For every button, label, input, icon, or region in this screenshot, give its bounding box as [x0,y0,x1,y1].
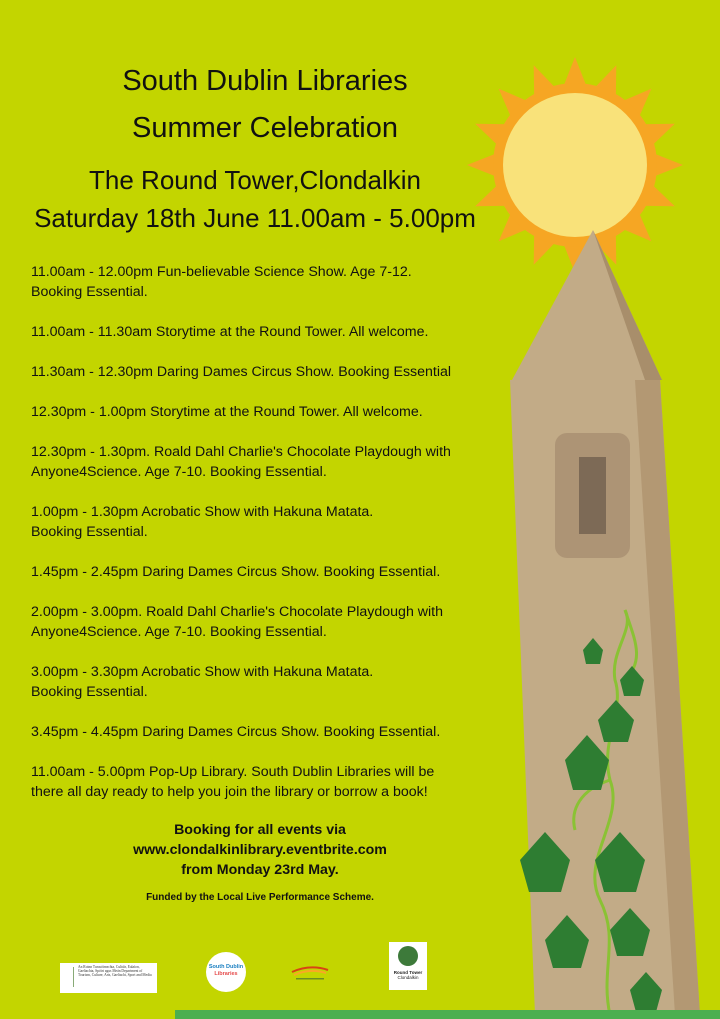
schedule-item: 11.00am - 12.00pm Fun-believable Science Show. Age 7-12. Booking Essential. [31,264,412,300]
venue-heading: The Round Tower,Clondalkin [89,165,421,195]
tower-illustration [450,40,720,1015]
schedule-item: 11.00am - 5.00pm Pop-Up Library. South Dublin Libraries will be there all day ready to help you join the library or borrow a book! [31,764,435,800]
schedule-item: 3.00pm - 3.30pm Acrobatic Show with Hakuna Matata. Booking Essential. [31,664,374,700]
schedule-item: 12.30pm - 1.00pm Storytime at the Round Tower. All welcome. [31,404,423,420]
schedule-item: 1.00pm - 1.30pm Acrobatic Show with Hakuna Matata. Booking Essential. [31,504,374,540]
sun-icon [467,57,683,273]
poster-title: South Dublin Libraries [122,65,408,97]
funding-note: Funded by the Local Live Performance Scheme. [146,892,374,903]
south-dublin-libraries-logo: South Dublin Libraries [206,952,246,992]
harp-icon [63,967,74,987]
arts-logo-icon [290,962,330,982]
schedule-item: 1.45pm - 2.45pm Daring Dames Circus Show. Booking Essential. [31,564,441,580]
government-department-logo: An Roinn Turasóireachta, Cultúir, Ealaíon, Gaeltachta, Spóirt agus Meán Department of Tourism, Culture, Arts, Gaeltacht, Sport and Media [60,963,157,993]
schedule-item: 3.45pm - 4.45pm Daring Dames Circus Show. Booking Essential. [31,724,441,740]
schedule-item: 11.30am - 12.30pm Daring Dames Circus Show. Booking Essential [31,364,452,380]
round-tower-logo: Round Tower Clondalkin [389,942,427,990]
round-tower-icon [510,230,700,1015]
booking-heading: Booking for all events via [174,822,346,838]
poster-subtitle: Summer Celebration [132,112,398,144]
schedule-item: 12.30pm - 1.30pm. Roald Dahl Charlie's Chocolate Playdough with Anyone4Science. Age 7-10. Booking Essential. [31,444,451,480]
date-heading: Saturday 18th June 11.00am - 5.00pm [34,203,476,233]
event-schedule [31,262,481,822]
booking-start-date: from Monday 23rd May. [181,862,339,878]
round-tower-emblem-icon [398,946,418,966]
booking-url-link[interactable]: www.clondalkinlibrary.eventbrite.com [133,842,387,858]
schedule-item: 11.00am - 11.30am Storytime at the Round Tower. All welcome. [31,324,429,340]
bottom-bar [175,1010,720,1019]
schedule-item: 2.00pm - 3.00pm. Roald Dahl Charlie's Chocolate Playdough with Anyone4Science. Age 7-10. Booking Essential. [31,604,444,640]
